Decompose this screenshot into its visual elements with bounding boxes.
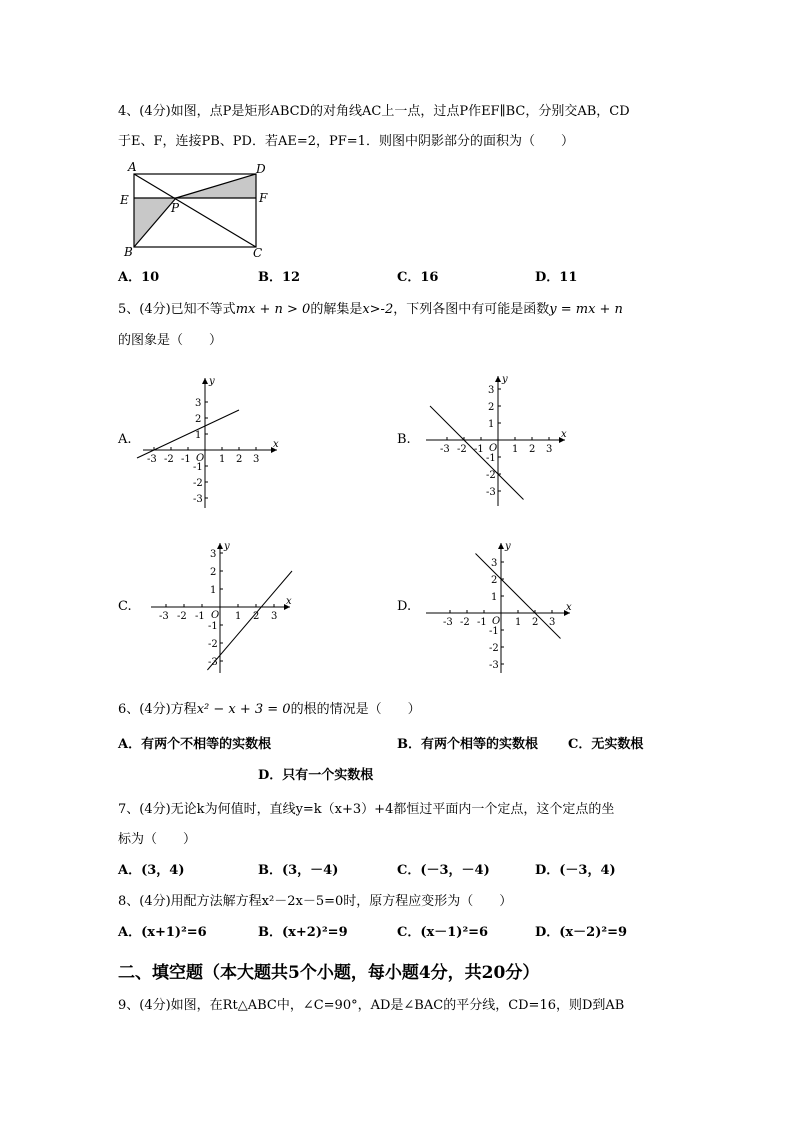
y-tick-label: -3 xyxy=(208,657,218,668)
y-tick-label: 2 xyxy=(488,402,495,413)
q5-graph-d[interactable] xyxy=(418,537,578,677)
x-tick-label: 1 xyxy=(235,611,242,622)
x-tick-label: 1 xyxy=(512,444,519,455)
label-p: P xyxy=(171,201,180,215)
y-axis-label: y xyxy=(505,541,511,552)
x-tick-label: 2 xyxy=(236,454,243,465)
y-axis-label: y xyxy=(209,376,215,387)
q6-option-b[interactable]: B．有两个相等的实数根 xyxy=(397,737,538,752)
origin-label: O xyxy=(211,610,220,621)
x-tick-label: -3 xyxy=(443,617,453,628)
x-axis-label: x xyxy=(273,439,279,450)
y-tick-label: 1 xyxy=(210,585,217,596)
y-tick-label: -3 xyxy=(486,487,496,498)
x-tick-label: 3 xyxy=(549,617,556,628)
y-tick-label: -1 xyxy=(486,453,496,464)
x-axis-label: x xyxy=(566,602,572,613)
y-axis-label: y xyxy=(224,541,230,552)
q4-option-c[interactable]: C．16 xyxy=(397,270,439,285)
label-d: D xyxy=(256,162,266,176)
y-tick-label: -1 xyxy=(489,626,499,637)
q4-stem-line2: 于E、F，连接PB、PD．若AE=2，PF=1．则图中阴影部分的面积为（ ） xyxy=(118,134,574,149)
q5-graph-b-label[interactable]: B. xyxy=(397,432,411,447)
q7-option-d[interactable]: D．(－3，4) xyxy=(535,863,616,878)
x-tick-label: 1 xyxy=(515,617,522,628)
origin-label: O xyxy=(489,443,498,454)
q4-option-b[interactable]: B．12 xyxy=(258,270,301,285)
origin-label: O xyxy=(492,616,501,627)
x-tick-label: -3 xyxy=(147,454,157,465)
q6-option-d[interactable]: D．只有一个实数根 xyxy=(258,768,374,783)
function-line xyxy=(137,410,239,458)
x-tick-label: 2 xyxy=(253,611,260,622)
y-tick-label: 2 xyxy=(491,575,498,586)
q7-option-b[interactable]: B．(3，－4) xyxy=(258,863,339,878)
y-axis-label: y xyxy=(502,374,508,385)
y-tick-label: -1 xyxy=(208,621,218,632)
q4-rectangle-figure xyxy=(114,156,274,262)
y-axis-arrow-icon xyxy=(495,376,501,382)
q6-stem: 6、(4分)方程x² − x + 3 = 0的根的情况是（ ） xyxy=(118,702,421,717)
q5-stem-line1: 5、(4分)已知不等式mx + n > 0的解集是x>-2，下列各图中有可能是函数y = mx + n xyxy=(118,302,623,317)
x-tick-label: 3 xyxy=(271,611,278,622)
q5-graph-a-label[interactable]: A. xyxy=(118,432,132,447)
q4-option-a[interactable]: A．10 xyxy=(118,270,160,285)
x-tick-label: -2 xyxy=(460,617,470,628)
x-tick-label: 3 xyxy=(546,444,553,455)
x-axis-label: x xyxy=(286,596,292,607)
x-tick-label: -2 xyxy=(177,611,187,622)
x-tick-label: 1 xyxy=(219,454,226,465)
label-c: C xyxy=(253,246,263,260)
y-axis-arrow-icon xyxy=(217,543,223,549)
label-a: A xyxy=(128,160,137,174)
q4-stem-line1: 4、(4分)如图，点P是矩形ABCD的对角线AC上一点，过点P作EF∥BC，分别交AB，CD xyxy=(118,104,630,119)
x-tick-label: 2 xyxy=(529,444,536,455)
y-tick-label: 1 xyxy=(491,592,498,603)
y-tick-label: -2 xyxy=(193,478,203,489)
q7-stem-line1: 7、(4分)无论k为何值时，直线y=k（x+3）+4都恒过平面内一个定点，这个定点的坐 xyxy=(118,802,615,817)
q5-graph-c-label[interactable]: C. xyxy=(118,599,132,614)
x-tick-label: -2 xyxy=(457,444,467,455)
x-tick-label: -1 xyxy=(477,617,487,628)
label-f: F xyxy=(259,191,268,205)
x-tick-label: -3 xyxy=(159,611,169,622)
y-tick-label: 1 xyxy=(488,419,495,430)
q6-option-a[interactable]: A．有两个不相等的实数根 xyxy=(118,737,272,752)
q8-stem: 8、(4分)用配方法解方程x²－2x－5=0时，原方程应变形为（ ） xyxy=(118,894,513,909)
y-tick-label: -3 xyxy=(489,660,499,671)
q7-option-a[interactable]: A．(3，4) xyxy=(118,863,185,878)
q5-graph-d-label[interactable]: D. xyxy=(397,599,412,614)
x-tick-label: -1 xyxy=(181,454,191,465)
x-tick-label: -2 xyxy=(164,454,174,465)
y-axis-arrow-icon xyxy=(202,378,208,384)
q5-graph-a[interactable] xyxy=(135,372,285,512)
y-tick-label: 3 xyxy=(195,398,202,409)
origin-label: O xyxy=(196,453,205,464)
q5-graph-b[interactable] xyxy=(418,370,573,510)
q7-stem-line2: 标为（ ） xyxy=(118,832,197,847)
y-tick-label: 3 xyxy=(488,385,495,396)
q6-option-c[interactable]: C．无实数根 xyxy=(568,737,644,752)
x-axis-label: x xyxy=(561,429,567,440)
y-tick-label: 2 xyxy=(195,414,202,425)
q9-stem-line1: 9、(4分)如图，在Rt△ABC中，∠C=90°，AD是∠BAC的平分线，CD=16，则D到AB xyxy=(118,998,625,1013)
y-tick-label: -2 xyxy=(486,470,496,481)
y-tick-label: -1 xyxy=(193,462,203,473)
y-tick-label: 3 xyxy=(491,558,498,569)
q8-option-b[interactable]: B．(x+2)²=9 xyxy=(258,925,348,940)
x-tick-label: 2 xyxy=(532,617,539,628)
q5-stem-line2: 的图象是（ ） xyxy=(118,333,223,348)
y-tick-label: -2 xyxy=(208,639,218,650)
label-b: B xyxy=(124,245,133,259)
label-e: E xyxy=(120,193,129,207)
q8-option-a[interactable]: A．(x+1)²=6 xyxy=(118,925,207,940)
q4-option-d[interactable]: D．11 xyxy=(535,270,578,285)
y-axis-arrow-icon xyxy=(498,543,504,549)
x-tick-label: 3 xyxy=(253,454,260,465)
y-tick-label: 1 xyxy=(195,430,202,441)
y-tick-label: 3 xyxy=(210,549,217,560)
section-2-title: 二、填空题（本大题共5个小题，每小题4分，共20分） xyxy=(118,963,540,983)
q7-option-c[interactable]: C．(－3，－4) xyxy=(397,863,490,878)
x-tick-label: -3 xyxy=(440,444,450,455)
q8-option-c[interactable]: C．(x－1)²=6 xyxy=(397,925,489,940)
y-tick-label: -3 xyxy=(193,494,203,505)
y-tick-label: -2 xyxy=(489,643,499,654)
q8-option-d[interactable]: D．(x－2)²=9 xyxy=(535,925,628,940)
x-tick-label: -1 xyxy=(474,444,484,455)
y-tick-label: 2 xyxy=(210,567,217,578)
x-tick-label: -1 xyxy=(195,611,205,622)
q5-graph-c[interactable] xyxy=(143,537,298,677)
